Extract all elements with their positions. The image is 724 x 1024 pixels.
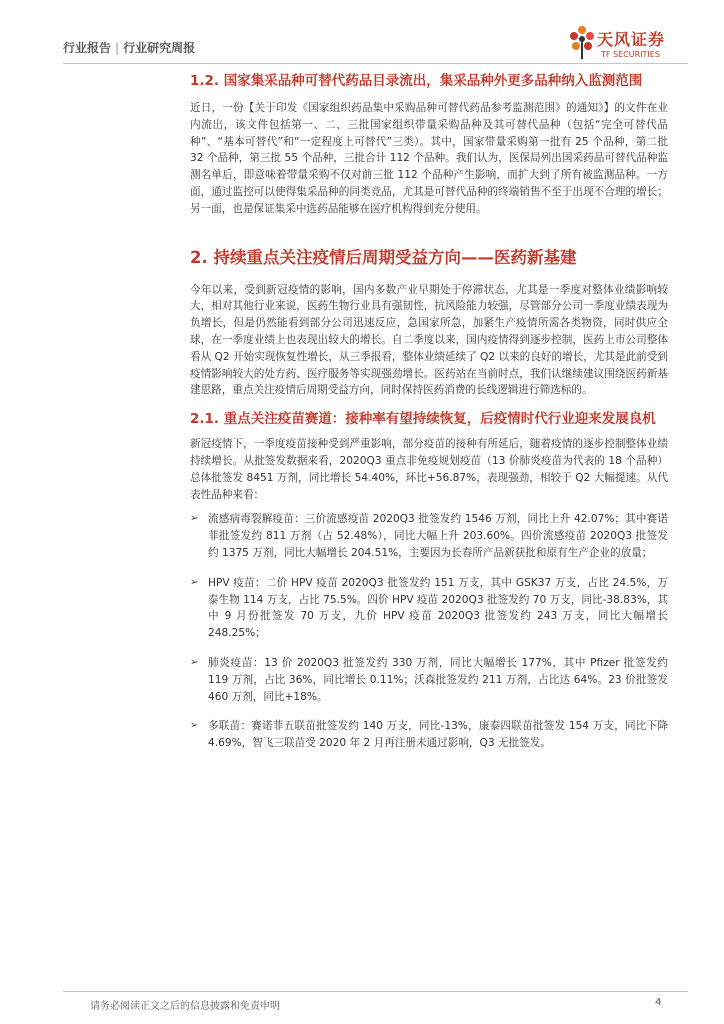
vaccine-bullet-list: [190, 511, 668, 752]
section-heading-1-2: 1.2. 国家集采品种可替代药品目录流出，集采品种外更多品种纳入监测范围: [190, 73, 643, 89]
footer-disclaimer: 请务必阅读正文之后的信息披露和免责申明: [90, 1001, 280, 1012]
arrow-bullet-icon: ➢: [190, 576, 199, 588]
list-item: [190, 575, 668, 642]
report-type-label: 行业报告: [63, 41, 112, 55]
bullet-text-flu-vaccine: 流感病毒裂解疫苗：三价流感疫苗 2020Q3 批签发约 1546 万剂，同比上升 42.07%；其中赛诺菲批签发约 811 万剂（占 52.48%），同比大幅上升 203.60%。四价流感疫苗 2020Q3 批签发约 1375 万剂，同比大幅增长 204.51%，主要因为长春所产品新获批和原有生产企业的放量；: [208, 513, 668, 559]
logo-chinese-text: 天风证券: [597, 30, 666, 49]
logo-english-text: TF SECURITIES: [601, 50, 660, 59]
section-heading-2-1: 2.1. 重点关注疫苗赛道：接种率有望持续恢复，后疫情时代行业迎来发展良机: [190, 411, 656, 428]
arrow-bullet-icon: ➢: [190, 513, 199, 525]
report-category: [63, 39, 195, 56]
header-separator: |: [115, 41, 120, 55]
list-item: [190, 718, 668, 752]
footer-divider: [63, 991, 688, 992]
paragraph-1-2: 近日，一份【关于印发《国家组织药品集中采购品种可替代药品参考监测范围》的通知》】的文件在业内流出，该文件包括第一、二、三批国家组织带量采购品种及其可替代品种（包括“完全可替代品种”、“基本可替代”和“一定程度上可替代”三类）。其中，国家带量采购第一批有 25 个品种，第二批 32 个品种，第三批 55 个品种，三批合计 112 个品种。我们认为，医保局列出国采药品可替代品种监测名单后，即意味着带量采购不仅对前三批 112 个品种产生影响，而扩大到了所有被监测品种。一方面，通过监控可以使得集采品种的同类竞品，尤其是可替代品种的终端销售不至于出现不合理的增长；另一面，也是保证集采中选药品能够在医疗机构得到充分使用。: [190, 102, 668, 215]
page-header: [0, 0, 724, 62]
bullet-text-hpv-vaccine: HPV 疫苗：二价 HPV 疫苗 2020Q3 批签发约 151 万支，其中 GSK37 万支，占比 24.5%，万泰生物 114 万支，占比 75.5%。四价 HPV 疫苗 2020Q3 批签发约 70 万支，同比-38.83%，其中 9 月份批签发 70 万支，九价 HPV 疫苗 2020Q3 批签发约 243 万支，同比大幅增长 248.25%；: [208, 576, 668, 640]
bullet-text-pneumonia-vaccine: 肺炎疫苗：13 价 2020Q3 批签发约 330 万剂，同比大幅增长 177%，其中 Pfizer 批签发约 119 万剂，占比 36%，同比增长 0.11%；沃森批签发约 211 万剂，占比达 64%。23 价批签发 460 万剂，同比+18%。: [208, 656, 668, 703]
bullet-text-combo-vaccine: 多联苗：赛诺菲五联苗批签发约 140 万支，同比-13%，康泰四联苗批签发 154 万支，同比下降 4.69%，智飞三联苗受 2020 年 2 月再注册未通过影响，Q3 无批签发。: [208, 720, 668, 750]
logo-flower-icon: [567, 23, 597, 61]
arrow-bullet-icon: ➢: [190, 656, 199, 668]
report-subtype-label: 行业研究周报: [123, 41, 196, 55]
header-divider: [63, 63, 688, 64]
list-item: [190, 511, 668, 561]
main-content: [190, 72, 668, 752]
section-heading-2: 2. 持续重点关注疫情后周期受益方向——医药新基建: [190, 247, 577, 267]
paragraph-2-1: 新冠疫情下，一季度疫苗接种受到严重影响，部分疫苗的接种有所延后，随着疫情的逐步控制整体业绩持续增长。从批签发数据来看，2020Q3 重点非免疫规划疫苗（13 价肺炎疫苗为代表的 18 个品种）总体批签发 8451 万剂，同比增长 54.40%，环比+56.87%，表现强劲，相较于 Q2 大幅提速。从代表性品种来看：: [190, 438, 668, 501]
arrow-bullet-icon: ➢: [190, 720, 199, 732]
tf-securities-logo: [567, 23, 687, 63]
paragraph-2: 今年以来，受到新冠疫情的影响，国内多数产业早期处于停滞状态，尤其是一季度对整体业绩影响较大，相对其他行业来说，医药生物行业具有强韧性，抗风险能力较强，尽管部分公司一季度业绩表现为负增长，但是仍然能看到部分公司迅速反应，急国家所急，加紧生产疫情所需各类物资，同时供应全球，在一季度业绩上也表现出较大的增长。自二季度以来，国内疫情得到逐步控制，医药上市公司整体看从 Q2 开始实现恢复性增长，从三季报看，整体业绩延续了 Q2 以来的良好的增长，尤其是此前受到疫情影响较大的处方药、医疗服务等实现强劲增长。医药站在当前时点，我们认继续建议围绕医药新基建思路，重点关注疫情后周期受益方向，同时保持医药消费的长线逻辑进行筛选标的。: [190, 283, 668, 397]
page-number: 4: [655, 997, 662, 1008]
list-item: [190, 655, 668, 705]
